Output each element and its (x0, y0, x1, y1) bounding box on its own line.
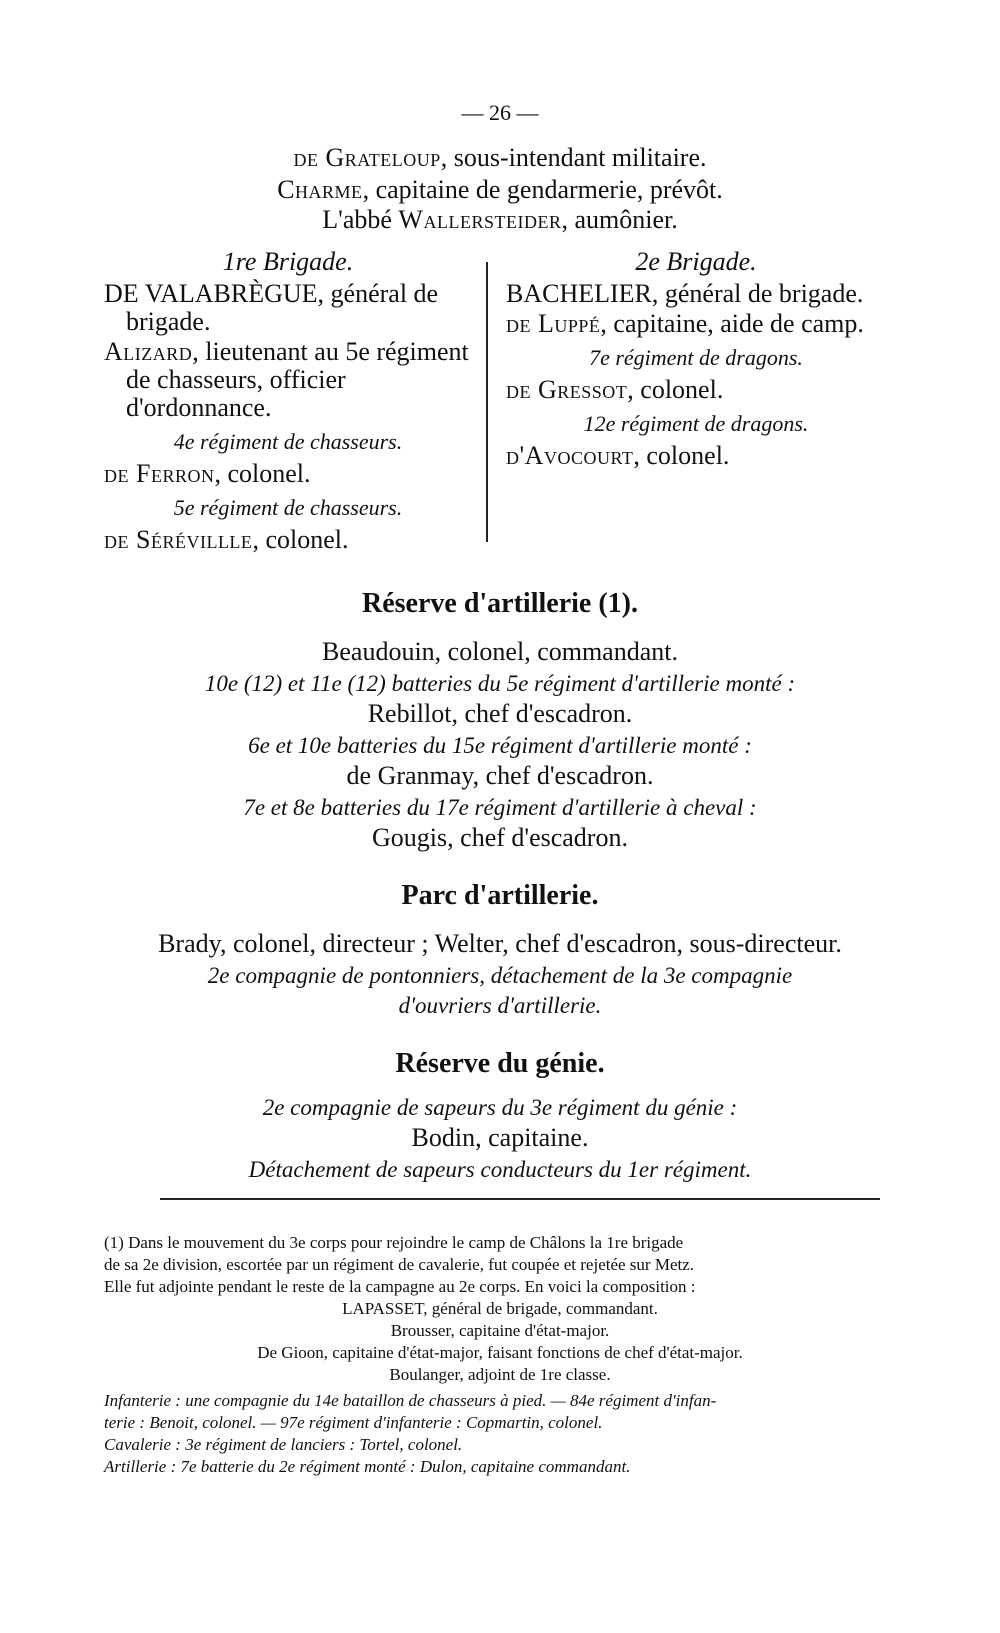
section-line: 6e et 10e batteries du 15e régiment d'artillerie monté : (248, 733, 752, 758)
parc-artillerie-heading: Parc d'artillerie. (401, 880, 599, 911)
section-line: 2e compagnie de sapeurs du 3e régiment du génie : (262, 1095, 738, 1120)
section-line: Beaudouin, colonel, commandant. (322, 637, 678, 666)
staff-line-3 (0, 204, 1000, 236)
commander-name: de Gressot (506, 375, 628, 404)
regiment-commander (506, 442, 886, 470)
brigade-aide (104, 338, 472, 422)
aide-role: , capitaine, aide de camp. (600, 309, 864, 338)
staff-name: Charme (277, 175, 363, 204)
section-line: d'ouvriers d'artillerie. (398, 993, 602, 1018)
reserve-genie-heading: Réserve du génie. (395, 1048, 605, 1079)
staff-prefix: L'abbé (322, 205, 399, 234)
aide-name: de Luppé (506, 309, 601, 338)
commander-name: de Sérévillle (104, 525, 253, 554)
footnote-line: De Gioon, capitaine d'état-major, faisant fonctions de chef d'état-major. (257, 1343, 743, 1362)
page-number: — 26 — (461, 100, 539, 125)
section-line: Gougis, chef d'escadron. (372, 823, 628, 852)
staff-name: Wallersteider (398, 205, 562, 234)
footnote-separator (160, 1198, 880, 1200)
footnote-line: Infanterie : une compagnie du 14e bataillon de chasseurs à pied. — 84e régiment d'infan- (104, 1391, 717, 1410)
right-brigade-column (506, 248, 886, 472)
regiment-title: 12e régiment de dragons. (583, 411, 809, 436)
footnote-line: Cavalerie : 3e régiment de lanciers : Tortel, colonel. (104, 1435, 463, 1454)
commander-role: , colonel. (214, 459, 311, 488)
footnote-line: Boulanger, adjoint de 1re classe. (389, 1365, 611, 1384)
section-line: Détachement de sapeurs conducteurs du 1er régiment. (248, 1157, 752, 1182)
section-line: de Granmay, chef d'escadron. (346, 761, 654, 790)
section-line: 7e et 8e batteries du 17e régiment d'artillerie à cheval : (243, 795, 757, 820)
section-line: Bodin, capitaine. (411, 1123, 589, 1152)
aide-role: , lieutenant au 5e régiment de chasseurs, officier d'ordonnance. (126, 337, 469, 422)
commander-name: d'Avocourt (506, 441, 634, 470)
staff-role: , aumônier. (561, 205, 678, 234)
brigade-general: DE VALABRÈGUE, général de brigade. (104, 279, 439, 336)
regiment-title: 5e régiment de chasseurs. (173, 495, 403, 520)
commander-role: , colonel. (633, 441, 730, 470)
brigade-heading: 1re Brigade. (222, 247, 354, 276)
section-line: Brady, colonel, directeur ; Welter, chef d'escadron, sous-directeur. (158, 929, 842, 958)
column-divider (486, 262, 488, 542)
staff-role: , sous-intendant militaire. (440, 143, 707, 172)
regiment-title: 4e régiment de chasseurs. (173, 429, 403, 454)
footnote-line: terie : Benoit, colonel. — 97e régiment d'infanterie : Copmartin, colonel. (104, 1413, 603, 1432)
reserve-artillerie-heading: Réserve d'artillerie (1). (362, 588, 638, 619)
regiment-title: 7e régiment de dragons. (589, 345, 803, 370)
brigade-heading: 2e Brigade. (635, 247, 757, 276)
staff-line-2 (0, 174, 1000, 206)
footnote-line: de sa 2e division, escortée par un régiment de cavalerie, fut coupée et rejetée sur Metz. (104, 1255, 695, 1274)
regiment-commander (104, 460, 472, 488)
staff-line-1 (0, 142, 1000, 174)
brigade-general: BACHELIER, général de brigade. (506, 279, 864, 308)
commander-role: , colonel. (252, 525, 349, 554)
footnote-line: Elle fut adjointe pendant le reste de la campagne au 2e corps. En voici la composition : (104, 1277, 696, 1296)
brigade-aide (506, 310, 886, 338)
footnote-line: Brousser, capitaine d'état-major. (390, 1321, 610, 1340)
regiment-commander (104, 526, 472, 554)
section-line: Rebillot, chef d'escadron. (367, 699, 633, 728)
section-line: 2e compagnie de pontonniers, détachement de la 3e compagnie (207, 963, 793, 988)
footnote-line: Artillerie : 7e batterie du 2e régiment monté : Dulon, capitaine commandant. (104, 1457, 631, 1476)
section-line: 10e (12) et 11e (12) batteries du 5e régiment d'artillerie monté : (204, 671, 796, 696)
staff-role: , capitaine de gendarmerie, prévôt. (362, 175, 723, 204)
footnote-line: LAPASSET, général de brigade, commandant. (342, 1299, 658, 1318)
staff-name: de Grateloup (293, 143, 441, 172)
footnote-line: (1) Dans le mouvement du 3e corps pour rejoindre le camp de Châlons la 1re brigade (104, 1233, 684, 1252)
regiment-commander (506, 376, 886, 404)
commander-role: , colonel. (627, 375, 724, 404)
aide-name: Alizard (104, 337, 193, 366)
commander-name: de Ferron (104, 459, 215, 488)
left-brigade-column (104, 248, 472, 556)
